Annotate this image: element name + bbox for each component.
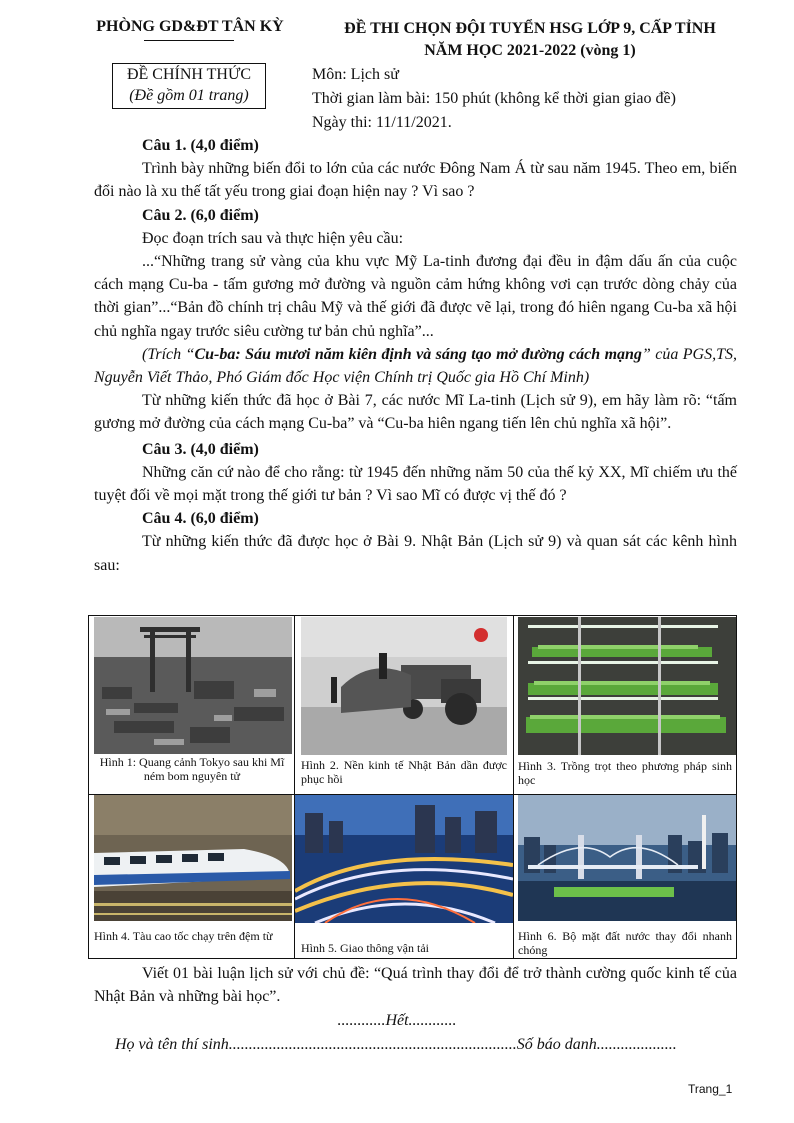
exam-meta <box>312 63 676 135</box>
hydroponic-farm-image <box>518 617 736 755</box>
q1-text: Trình bày những biến đổi to lớn của các nước Đông Nam Á từ sau năm 1945. Theo em, biến đổi nào là xu thế tất yếu trong giai đoạn hiện nay ? Vì sao ? <box>94 160 737 201</box>
q2-source-pre: (Trích “ <box>142 345 195 363</box>
figure-4 <box>89 795 294 959</box>
q4-essay <box>94 962 737 1008</box>
figure-2 <box>295 616 513 794</box>
figure-6-caption: Hình 6. Bộ mặt đất nước thay đổi nhanh chóng <box>518 929 732 957</box>
figure-5 <box>295 795 513 959</box>
exam-title-line2: NĂM HỌC 2021-2022 (vòng 1) <box>424 42 636 59</box>
q4-text: Từ những kiến thức đã được học ở Bài 9. Nhật Bản (Lịch sử 9) và quan sát các kênh hình sau: <box>94 533 737 574</box>
tokyo-ruins-image <box>94 617 292 754</box>
q2-source-post: ” của PGS,TS, Nguyễn Viết Thảo, Phó Giám đốc Học viện Chính trị Quốc gia Hồ Chí Minh) <box>94 345 738 387</box>
q4-title: Câu 4. (6,0 điểm) <box>142 510 259 528</box>
maglev-train-image <box>94 795 292 921</box>
q2-source <box>94 343 737 389</box>
figure-6 <box>514 795 736 959</box>
q2-source-title: Cu-ba: Sáu mươi năm kiên định và sáng tạo mở đường cách mạng <box>194 345 642 363</box>
figure-4-caption: Hình 4. Tàu cao tốc chạy trên đệm từ <box>94 929 273 943</box>
q2-title: Câu 2. (6,0 điểm) <box>142 206 259 224</box>
official-stamp-box <box>112 63 266 109</box>
figure-table <box>88 615 737 959</box>
department-label: PHÒNG GD&ĐT TÂN KỲ <box>96 18 284 35</box>
highway-interchange-image <box>295 795 513 923</box>
figure-2-caption: Hình 2. Nền kinh tế Nhật Bản dần được phục hồi <box>301 758 507 786</box>
tokyo-bay-skyline-image <box>518 795 736 921</box>
official-label: ĐỀ CHÍNH THỨC <box>126 66 252 83</box>
exam-body <box>94 134 737 577</box>
exam-title-line1: ĐỀ THI CHỌN ĐỘI TUYỂN HSG LỚP 9, CẤP TỈNH <box>344 20 716 37</box>
q2-quote: ...“Những trang sử vàng của khu vực Mỹ La-tinh đương đại đều in đậm dấu ấn của cuộc cách mạng Cu-ba - tấm gương mở đường và nguồn cảm hứng không vơi cạn trước dòng chảy của thời gian”...“Bản đồ chính trị châu Mỹ và thế giới đã được vẽ lại, trong đó hiên ngang Cu-ba xã hội chủ nghĩa ngay trước siêu cường tư bản chủ nghĩa”... <box>94 253 737 340</box>
figure-5-caption: Hình 5. Giao thông vận tải <box>301 941 429 955</box>
figure-1-caption: Hình 1: Quang cảnh Tokyo sau khi Mĩ ném bom nguyên tử <box>99 755 285 783</box>
exam-date: Ngày thi: 11/11/2021. <box>312 114 452 131</box>
department-name <box>88 18 292 36</box>
figure-1 <box>89 616 294 794</box>
q3-title: Câu 3. (4,0 điểm) <box>142 440 259 458</box>
figure-3-caption: Hình 3. Trồng trọt theo phương pháp sinh học <box>518 759 732 787</box>
page-number: Trang_1 <box>688 1082 733 1096</box>
q1-title: Câu 1. (4,0 điểm) <box>142 137 259 154</box>
q3-text: Những căn cứ nào để cho rằng: từ 1945 đến những năm 50 của thế kỷ XX, Mĩ chiếm ưu thế tuyệt đối về mọi mặt trong thế giới tư bản ? Vì sao Mĩ có được vị thế đó ? <box>94 463 737 505</box>
subject: Môn: Lịch sử <box>312 66 399 83</box>
end-mark: ............Hết............ <box>337 1012 457 1029</box>
official-sub: (Đề gồm 01 trang) <box>129 87 249 104</box>
duration: Thời gian làm bài: 150 phút (không kể thời gian giao đề) <box>312 90 676 107</box>
department-underline <box>144 40 234 41</box>
q4-essay-text: Viết 01 bài luận lịch sử với chủ đề: “Quá trình thay đổi để trở thành cường quốc kinh tế của Nhật Bản và những bài học”. <box>94 965 737 1006</box>
q2-intro: Đọc đoạn trích sau và thực hiện yêu cầu: <box>142 229 404 247</box>
candidate-line: Họ và tên thí sinh........................................................................Số báo danh.................... <box>115 1036 677 1053</box>
figure-3 <box>514 616 736 794</box>
q2-task: Từ những kiến thức đã học ở Bài 7, các nước Mĩ La-tinh (Lịch sử 9), em hãy làm rõ: “tấm gương mở đường của cách mạng Cu-ba” và “Cu-ba hiên ngang tiến lên chủ nghĩa xã hội”. <box>94 392 737 433</box>
farming-tractor-image <box>301 617 507 755</box>
exam-title <box>312 18 748 62</box>
